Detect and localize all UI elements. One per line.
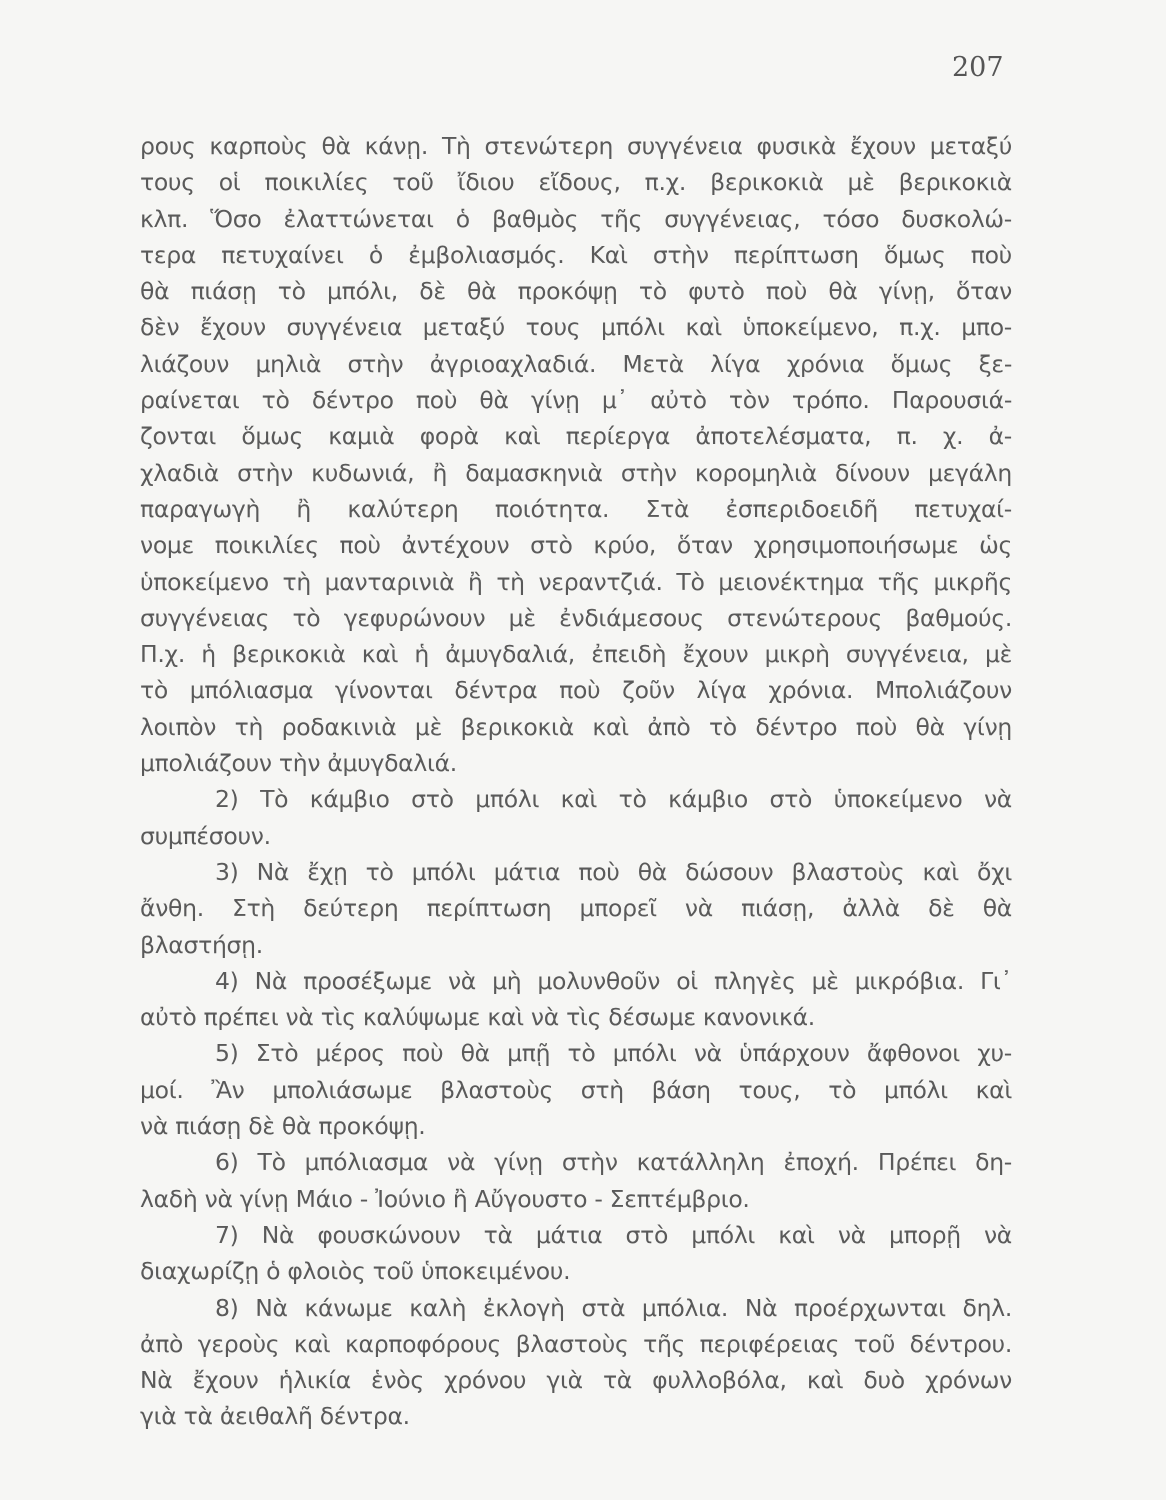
- text-line: λιάζουν μηλιὰ στὴν ἀγριοαχλαδιά. Μετὰ λίγα χρόνια ὅμως ξε-: [140, 349, 1012, 378]
- text-line: Π.χ. ἡ βερικοκιὰ καὶ ἡ ἀμυγδαλιά, ἐπειδὴ ἔχουν μικρὴ συγγένεια, μὲ: [140, 640, 1012, 669]
- text-line: λοιπὸν τὴ ροδακινιὰ μὲ βερικοκιὰ καὶ ἀπὸ τὸ δέντρο ποὺ θὰ γίνῃ: [140, 712, 1012, 741]
- text-line: 4) Νὰ προσέξωμε νὰ μὴ μολυνθοῦν οἱ πληγὲς μὲ μικρόβια. Γι᾽: [215, 966, 1012, 995]
- text-line: δὲν ἔχουν συγγένεια μεταξύ τους μπόλι καὶ ὑποκείμενο, π.χ. μπο-: [140, 313, 1012, 342]
- text-line: 7) Νὰ φουσκώνουν τὰ μάτια στὸ μπόλι καὶ νὰ μπορῇ νὰ: [215, 1220, 1012, 1249]
- body-text: [140, 128, 1012, 1435]
- text-line: 2) Τὸ κάμβιο στὸ μπόλι καὶ τὸ κάμβιο στὸ ὑποκείμενο νὰ: [215, 785, 1012, 814]
- text-line: τὸ μπόλιασμα γίνονται δέντρα ποὺ ζοῦν λίγα χρόνια. Μπολιάζουν: [140, 676, 1012, 705]
- text-line: κλπ. Ὅσο ἐλαττώνεται ὁ βαθμὸς τῆς συγγένειας, τόσο δυσκολώ-: [140, 204, 1012, 233]
- text-line: ἀπὸ γεροὺς καὶ καρποφόρους βλαστοὺς τῆς περιφέρειας τοῦ δέντρου.: [140, 1329, 1012, 1358]
- text-line: 5) Στὸ μέρος ποὺ θὰ μπῇ τὸ μπόλι νὰ ὑπάρχουν ἄφθονοι χυ-: [215, 1039, 1012, 1068]
- text-line: ὑποκείμενο τὴ μανταρινιὰ ἢ τὴ νεραντζιά. Τὸ μειονέκτημα τῆς μικρῆς: [140, 567, 1012, 596]
- text-line: ρους καρποὺς θὰ κάνῃ. Τὴ στενώτερη συγγένεια φυσικὰ ἔχουν μεταξύ: [140, 132, 1012, 160]
- text-line: 6) Τὸ μπόλιασμα νὰ γίνῃ στὴν κατάλληλη ἐποχή. Πρέπει δη-: [215, 1148, 1012, 1177]
- text-line: ἄνθη. Στὴ δεύτερη περίπτωση μπορεῖ νὰ πιάσῃ, ἀλλὰ δὲ θὰ: [140, 894, 1012, 923]
- text-line: νομε ποικιλίες ποὺ ἀντέχουν στὸ κρύο, ὅταν χρησιμοποιήσωμε ὡς: [140, 531, 1012, 560]
- text-line: θὰ πιάσῃ τὸ μπόλι, δὲ θὰ προκόψῃ τὸ φυτὸ ποὺ θὰ γίνῃ, ὅταν: [140, 277, 1012, 306]
- text-line: ραίνεται τὸ δέντρο ποὺ θὰ γίνῃ μ᾽ αὐτὸ τὸν τρόπο. Παρουσιά-: [140, 386, 1012, 415]
- text-line: διαχωρίζῃ ὁ φλοιὸς τοῦ ὑποκειμένου.: [140, 1257, 571, 1286]
- text-line: ζονται ὅμως καμιὰ φορὰ καὶ περίεργα ἀποτελέσματα, π. χ. ἀ-: [140, 422, 1012, 451]
- text-line: χλαδιὰ στὴν κυδωνιά, ἢ δαμασκηνιὰ στὴν κορομηλιὰ δίνουν μεγάλη: [140, 458, 1012, 487]
- text-line: μπολιάζουν τὴν ἀμυγδαλιά.: [140, 749, 457, 778]
- text-line: Νὰ ἔχουν ἡλικία ἑνὸς χρόνου γιὰ τὰ φυλλοβόλα, καὶ δυὸ χρόνων: [140, 1366, 1012, 1395]
- text-line: 3) Νὰ ἔχῃ τὸ μπόλι μάτια ποὺ θὰ δώσουν βλαστοὺς καὶ ὄχι: [215, 857, 1012, 886]
- text-line: παραγωγὴ ἢ καλύτερη ποιότητα. Στὰ ἐσπεριδοειδῆ πετυχαί-: [140, 494, 1012, 523]
- text-line: μοί. Ἂν μπολιάσωμε βλαστοὺς στὴ βάση τους, τὸ μπόλι καὶ: [140, 1075, 1012, 1104]
- text-line: βλαστήσῃ.: [140, 930, 263, 959]
- text-line: συμπέσουν.: [140, 821, 271, 850]
- page-number: 207: [952, 52, 1004, 83]
- text-line: 8) Νὰ κάνωμε καλὴ ἐκλογὴ στὰ μπόλια. Νὰ προέρχωνται δηλ.: [215, 1293, 1012, 1322]
- text-line: συγγένειας τὸ γεφυρώνουν μὲ ἐνδιάμεσους στενώτερους βαθμούς.: [140, 603, 1012, 632]
- text-line: γιὰ τὰ ἀειθαλῆ δέντρα.: [140, 1402, 410, 1431]
- text-line: αὐτὸ πρέπει νὰ τὶς καλύψωμε καὶ νὰ τὶς δέσωμε κανονικά.: [140, 1003, 815, 1032]
- text-line: τους οἱ ποικιλίες τοῦ ἴδιου εἴδους, π.χ. βερικοκιὰ μὲ βερικοκιὰ: [140, 168, 1012, 197]
- text-line: λαδὴ νὰ γίνῃ Μάιο - Ἰούνιο ἢ Αὔγουστο - Σεπτέμβριο.: [140, 1184, 750, 1213]
- text-line: νὰ πιάσῃ δὲ θὰ προκόψῃ.: [140, 1112, 426, 1141]
- text-line: τερα πετυχαίνει ὁ ἐμβολιασμός. Καὶ στὴν περίπτωση ὅμως ποὺ: [140, 240, 1012, 269]
